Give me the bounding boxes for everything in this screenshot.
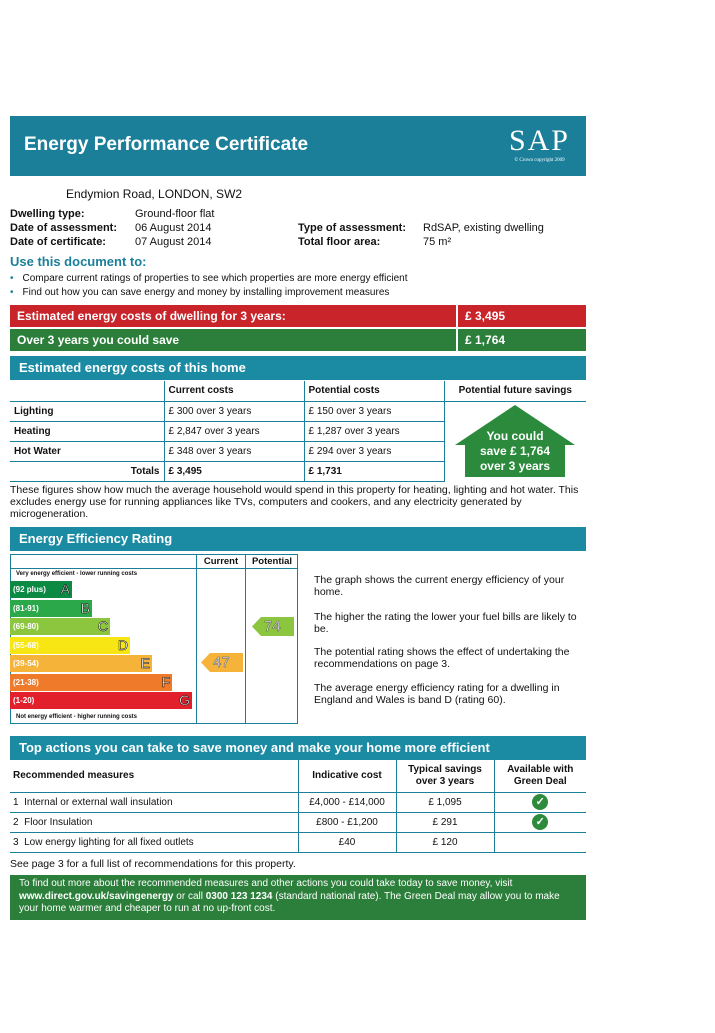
see-page-note: See page 3 for a full list of recommendations for this property. bbox=[10, 858, 296, 870]
current-rating-value: 47 bbox=[213, 654, 230, 671]
property-address: Endymion Road, LONDON, SW2 bbox=[66, 187, 243, 201]
page-title: Energy Performance Certificate bbox=[24, 134, 309, 155]
phone-number: 0300 123 1234 bbox=[205, 890, 273, 902]
table-row: Totals £ 3,495 £ 1,731 bbox=[10, 461, 586, 481]
saving-energy-link[interactable]: www.direct.gov.uk/savingenergy bbox=[19, 890, 174, 902]
rating-text: The average energy efficiency rating for a dwelling in England and Wales is band D (rating 60). bbox=[314, 682, 560, 706]
check-icon: ✓ bbox=[532, 794, 548, 810]
rating-band-a: (92 plus) A bbox=[10, 581, 72, 598]
footer-info: To find out more about the recommended measures and other actions you could take today to save money, visit www.direct.gov.uk/savingenergy or call 0300 123 1234 (standard national rate). The Green Deal may allow you to make your home warmer and cheaper to run at no up-front cost. bbox=[10, 875, 586, 920]
rating-chart: Current Potential Very energy efficient - lower running costs Not energy efficient - higher running costs bbox=[10, 554, 298, 724]
rating-band-d: (55-68) D bbox=[10, 637, 130, 654]
use-heading: Use this document to: bbox=[10, 254, 147, 269]
current-column bbox=[196, 555, 246, 723]
rating-text: The graph shows the current energy efficiency of your home. bbox=[314, 574, 565, 598]
sap-logo: SAP © Crown copyright 2009 bbox=[508, 124, 570, 163]
table-row: 3 Low energy lighting for all fixed outlets £40 £ 120 bbox=[10, 832, 586, 852]
certificate-header bbox=[10, 116, 586, 176]
use-bullets bbox=[10, 272, 408, 300]
current-rating-arrow bbox=[201, 653, 243, 677]
costs-explanation: These figures show how much the average household would spend in this property for heating, lighting and hot water. This excludes energy use for running appliances like TVs, computers and cookers, and any electricity generated by microgeneration. bbox=[10, 484, 579, 520]
table-row: Hot Water £ 348 over 3 years £ 294 over 3 years bbox=[10, 441, 586, 461]
savings-house: You could save £ 1,764 over 3 years bbox=[455, 405, 575, 477]
costs-heading: Estimated energy costs of this home bbox=[10, 356, 586, 380]
check-icon: ✓ bbox=[532, 814, 548, 830]
rating-heading: Energy Efficiency Rating bbox=[10, 527, 586, 551]
save-bar: Over 3 years you could save £ 1,764 bbox=[10, 329, 586, 351]
rating-band-e: (39-54) E bbox=[10, 655, 152, 672]
rating-band-f: (21-38) F bbox=[10, 674, 172, 691]
rating-band-b: (81-91) B bbox=[10, 600, 92, 617]
table-row: Heating £ 2,847 over 3 years £ 1,287 over 3 years bbox=[10, 421, 586, 441]
meta-right: Type of assessment: RdSAP, existing dwelling Total floor area: 75 m² bbox=[298, 222, 544, 248]
costs-table: Current costs Potential costs Potential future savings Lighting £ 300 over 3 years £ 150 over 3 years Heating £ 2,847 over 3 years £ 1,287 over 3 years Hot Water £ 348 over 3 years £ 294 over 3 years Totals £ 3,495 £ 1,731 bbox=[10, 381, 586, 482]
table-row: 1 Internal or external wall insulation £4,000 - £14,000 £ 1,095 ✓ bbox=[10, 792, 586, 812]
potential-rating-value: 74 bbox=[264, 618, 281, 635]
estimated-cost-bar: Estimated energy costs of dwelling for 3 years: £ 3,495 bbox=[10, 305, 586, 327]
table-row: Lighting £ 300 over 3 years £ 150 over 3 years bbox=[10, 401, 586, 421]
bullet-item: • Compare current ratings of properties to see which properties are more energy efficient bbox=[10, 272, 408, 286]
rating-text: The potential rating shows the effect of undertaking the recommendations on page 3. bbox=[314, 646, 570, 670]
actions-heading: Top actions you can take to save money and make your home more efficient bbox=[10, 736, 586, 760]
rating-text: The higher the rating the lower your fuel bills are likely to be. bbox=[314, 611, 577, 635]
table-row: 2 Floor Insulation £800 - £1,200 £ 291 ✓ bbox=[10, 812, 586, 832]
meta-left: Dwelling type: Ground-floor flat Date of assessment: 06 August 2014 Date of certificate: 07 August 2014 bbox=[10, 208, 215, 248]
potential-rating-arrow bbox=[252, 617, 294, 641]
bullet-item: • Find out how you can save energy and money by installing improvement measures bbox=[10, 286, 408, 300]
rating-band-c: (69-80) C bbox=[10, 618, 110, 635]
actions-table: Recommended measures Indicative cost Typical savings over 3 years Available with Green Deal 1 Internal or external wall insulation £4,000 - £14,000 £ 1,095 ✓ 2 Floor Insulation £800 - £1,200 £ 291 ✓ 3 Low energy lighting for all fixed outlets £40 £ 120 bbox=[10, 760, 586, 853]
rating-band-g: (1-20) G bbox=[10, 692, 192, 709]
